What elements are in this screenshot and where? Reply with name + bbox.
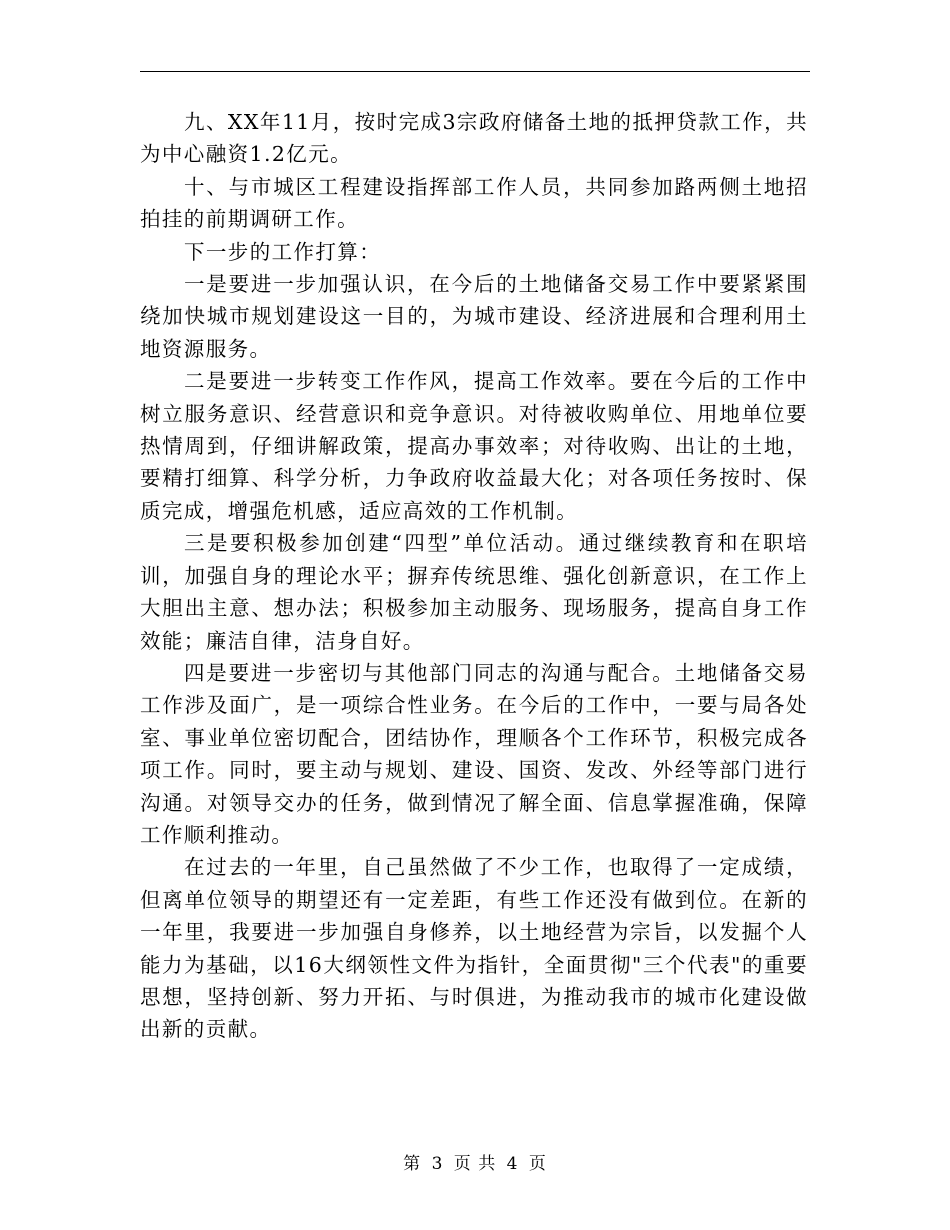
paragraph-plan-4: 四是要进一步密切与其他部门同志的沟通与配合。土地储备交易工作涉及面广，是一项综合性业务。在今后的工作中，一要与局各处室、事业单位密切配合，团结协作，理顺各个工作环节，积极完成各项工作。同时，要主动与规划、建设、国资、发改、外经等部门进行沟通。对领导交办的任务，做到情况了解全面、信息掌握准确，保障工作顺利推动。 <box>140 660 808 847</box>
footer-current-page: 3 <box>431 1154 444 1174</box>
footer-middle: 页 共 <box>453 1154 497 1174</box>
paragraph-plan-3: 三是要积极参加创建“四型”单位活动。通过继续教育和在职培训，加强自身的理论水平；摒弃传统思维、强化创新意识，在工作上大胆出主意、想办法；积极参加主动服务、现场服务，提高自身工作效能；廉洁自律，洁身自好。 <box>140 531 808 653</box>
footer-total-pages: 4 <box>506 1154 519 1174</box>
paragraph-conclusion: 在过去的一年里，自己虽然做了不少工作，也取得了一定成绩，但离单位领导的期望还有一定差距，有些工作还没有做到位。在新的一年里，我要进一步加强自身修养，以土地经营为宗旨，以发掘个人能力为基础，以16大纲领性文件为指针，全面贯彻"三个代表"的重要思想，坚持创新、努力开拓、与时俱进，为推动我市的城市化建设做出新的贡献。 <box>140 855 808 1042</box>
document-body <box>140 106 808 1046</box>
paragraph-item-9: 九、XX年11月，按时完成3宗政府储备土地的抵押贷款工作，共为中心融资1.2亿元。 <box>140 110 808 167</box>
paragraph-plan-2: 二是要进一步转变工作作风，提高工作效率。要在今后的工作中树立服务意识、经营意识和竞争意识。对待被收购单位、用地单位要热情周到，仔细讲解政策，提高办事效率；对待收购、出让的土地，要精打细算、科学分析，力争政府收益最大化；对各项任务按时、保质完成，增强危机感，适应高效的工作机制。 <box>140 369 808 523</box>
paragraph-plan-1: 一是要进一步加强认识，在今后的土地储备交易工作中要紧紧围绕加快城市规划建设这一目的，为城市建设、经济进展和合理利用土地资源服务。 <box>140 272 808 361</box>
paragraph-item-10: 十、与市城区工程建设指挥部工作人员，共同参加路两侧土地招拍挂的前期调研工作。 <box>140 174 808 232</box>
paragraph-next-steps-heading: 下一步的工作打算： <box>184 239 382 264</box>
page-footer <box>0 1152 950 1176</box>
header-rule <box>140 71 810 72</box>
footer-suffix: 页 <box>528 1154 547 1174</box>
footer-prefix: 第 <box>403 1154 422 1174</box>
